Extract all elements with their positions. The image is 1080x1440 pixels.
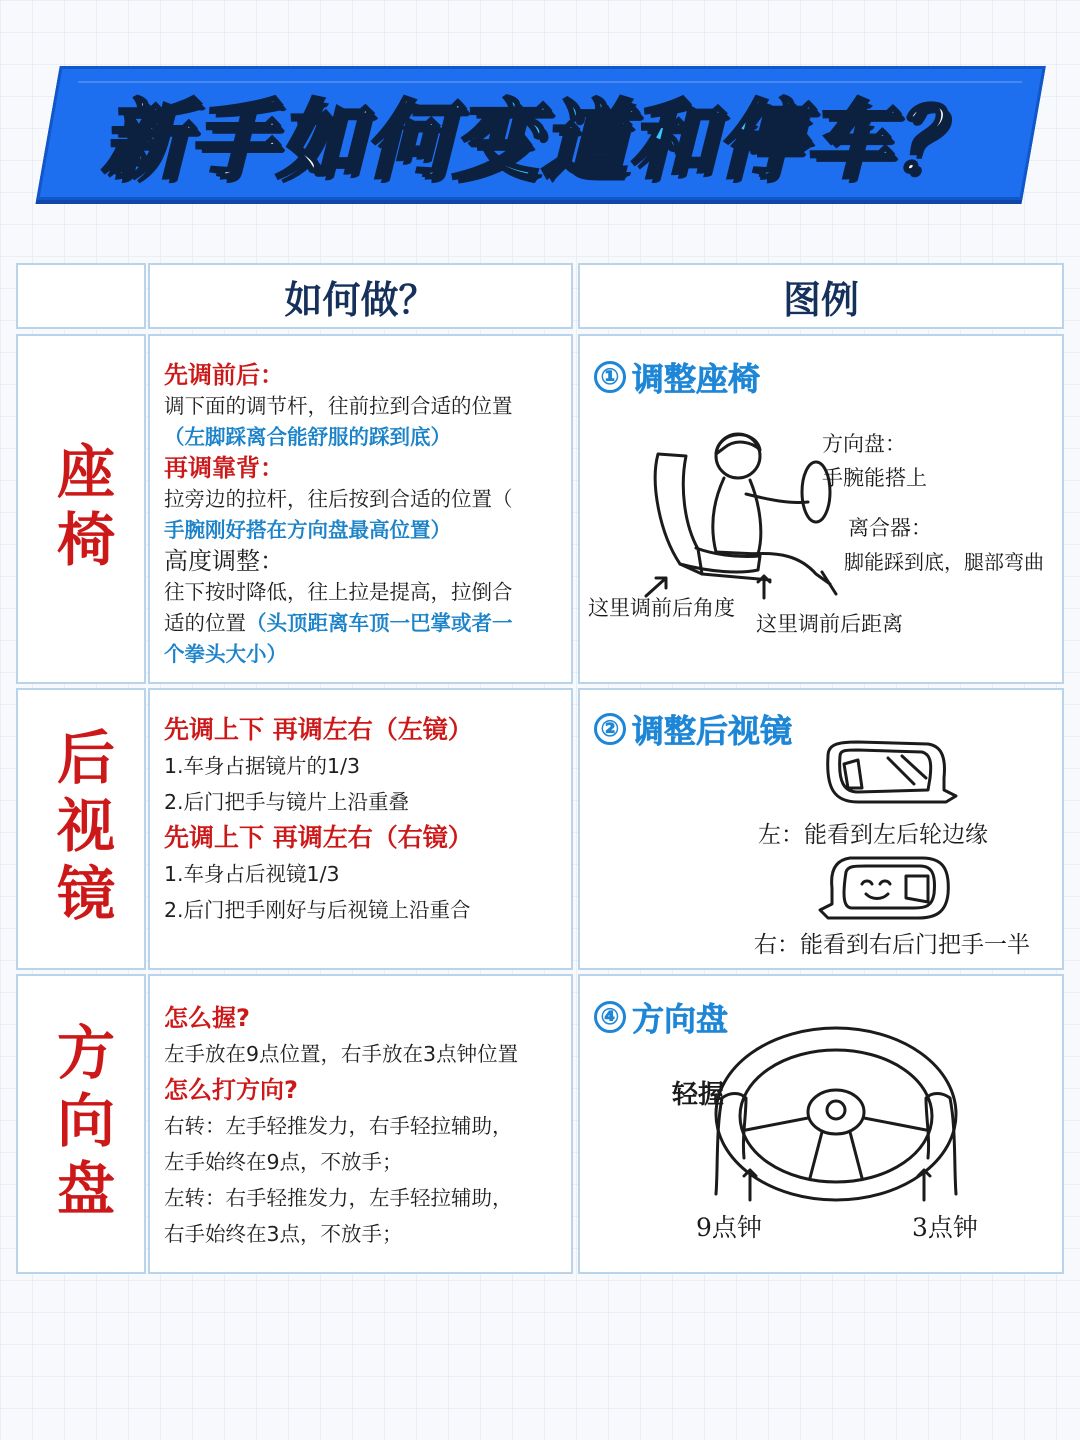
number-4-badge: ④ (594, 1001, 626, 1033)
mirror-left-step-2: 2.后门把手与镜片上沿重叠 (164, 790, 410, 814)
mirror-left-step-1: 1.车身占据镜片的1/3 (164, 754, 361, 778)
seat-step-3-note: （头顶距离车顶一巴掌或者一 (246, 611, 513, 635)
header-how-to: 如何做？ (148, 263, 573, 329)
number-1-badge: ① (594, 361, 626, 393)
seat-step-1-text: 调下面的调节杆，往前拉到合适的位置 (164, 394, 513, 418)
seat-pointer-arrows (640, 566, 780, 606)
right-mirror-door-handle (906, 876, 928, 902)
wheel-right-turn-1: 右转：左手轻推发力，右手轻拉辅助， (164, 1114, 513, 1138)
wheel-grip-text: 左手放在9点位置，右手放在3点钟位置 (164, 1042, 519, 1066)
mirror-right-step-1: 1.车身占后视镜1/3 (164, 862, 340, 886)
wheel-illustration-panel (578, 974, 1064, 1274)
driver-body (713, 478, 761, 554)
seat-backrest (655, 454, 702, 574)
wheel-note-9-oclock: 9点钟 (696, 1213, 762, 1242)
wheel-pointer-arrows (740, 1164, 940, 1204)
mirror-right-heading: 先调上下 再调左右（右镜） (164, 823, 473, 852)
wheel-grip-heading: 怎么握? (164, 1004, 250, 1032)
mirror-instructions (148, 688, 573, 970)
seat-instructions (148, 334, 573, 684)
mirror-note-right: 右：能看到右后门把手一半 (754, 932, 1030, 958)
title-banner (48, 66, 1034, 200)
seat-illustration-panel (578, 334, 1064, 684)
left-mirror-car-body (844, 760, 862, 788)
row-label-wheel (16, 974, 146, 1274)
wheel-hub (808, 1090, 864, 1134)
wheel-note-3-oclock: 3点钟 (912, 1213, 978, 1242)
seat-note-wheel: 方向盘： (822, 432, 906, 456)
wheel-illustration-title: ④ 方向盘 (594, 994, 728, 1040)
wheel-left-turn-2: 右手始终在3点，不放手； (164, 1222, 403, 1246)
seat-step-3-text: 往下按时降低，往上拉是提高，拉倒合 (164, 580, 513, 604)
seat-note-clutch-detail: 脚能踩到底，腿部弯曲 (844, 550, 1044, 574)
title-part-2: 变道和停车 (453, 91, 893, 191)
wheel-inner-rim (740, 1050, 932, 1182)
seat-note-distance: 这里调前后距离 (756, 612, 903, 636)
row-label-seat-text: 座椅 (47, 441, 115, 577)
row-label-seat (16, 334, 146, 684)
seat-step-3-note-2: 个拳头大小） (164, 642, 287, 666)
header-example: 图例 (578, 263, 1064, 329)
seat-step-1-heading: 先调前后： (164, 361, 284, 389)
seat-step-3-text-2: 适的位置（头顶距离车顶一巴掌或者一 (164, 611, 513, 635)
seat-note-wheel-detail: 手腕能搭上 (822, 466, 927, 490)
title-part-1: 新手如何 (101, 91, 453, 191)
seat-illustration-title: ① 调整座椅 (594, 354, 760, 400)
row-label-mirror-text: 后视镜 (47, 727, 115, 931)
number-2-badge: ② (594, 713, 626, 745)
mirror-illustration-title: ② 调整后视镜 (594, 706, 792, 752)
right-mirror-sketch (818, 854, 958, 924)
seat-step-2-heading: 再调靠背： (164, 454, 284, 482)
right-mirror-face (862, 881, 890, 899)
left-mirror-reflection (888, 756, 926, 784)
seat-note-clutch: 离合器： (848, 516, 932, 540)
title-part-3: ？ (893, 91, 981, 191)
wheel-turn-heading: 怎么打方向? (164, 1076, 298, 1104)
mirror-note-left: 左：能看到左后轮边缘 (758, 822, 988, 848)
driver-hair (716, 435, 760, 454)
seat-step-1-note: （左脚踩离合能舒服的踩到底） (164, 425, 451, 449)
seat-step-2-text: 拉旁边的拉杆，往后按到合适的位置（ (164, 487, 513, 511)
mirror-illustration-panel (578, 688, 1064, 970)
seat-step-3-heading: 高度调整： (164, 547, 284, 575)
mirror-right-step-2: 2.后门把手刚好与后视镜上沿重合 (164, 898, 471, 922)
mirror-left-heading: 先调上下 再调左右（左镜） (164, 715, 473, 744)
wheel-note-grip: 轻握 (672, 1080, 725, 1110)
row-label-wheel-text: 方向盘 (47, 1022, 115, 1226)
header-corner-cell (16, 263, 146, 329)
left-mirror-sketch (818, 738, 958, 808)
wheel-right-turn-2: 左手始终在9点，不放手； (164, 1150, 403, 1174)
wheel-left-turn-1: 左转：右手轻推发力，左手轻拉辅助， (164, 1186, 513, 1210)
seat-note-angle: 这里调前后角度 (588, 596, 735, 620)
pedal (822, 572, 836, 594)
row-label-mirror (16, 688, 146, 970)
wheel-logo (827, 1101, 845, 1119)
page-title (48, 66, 1034, 200)
wheel-instructions (148, 974, 573, 1274)
seat-step-2-note: 手腕刚好搭在方向盘最高位置） (164, 518, 451, 542)
